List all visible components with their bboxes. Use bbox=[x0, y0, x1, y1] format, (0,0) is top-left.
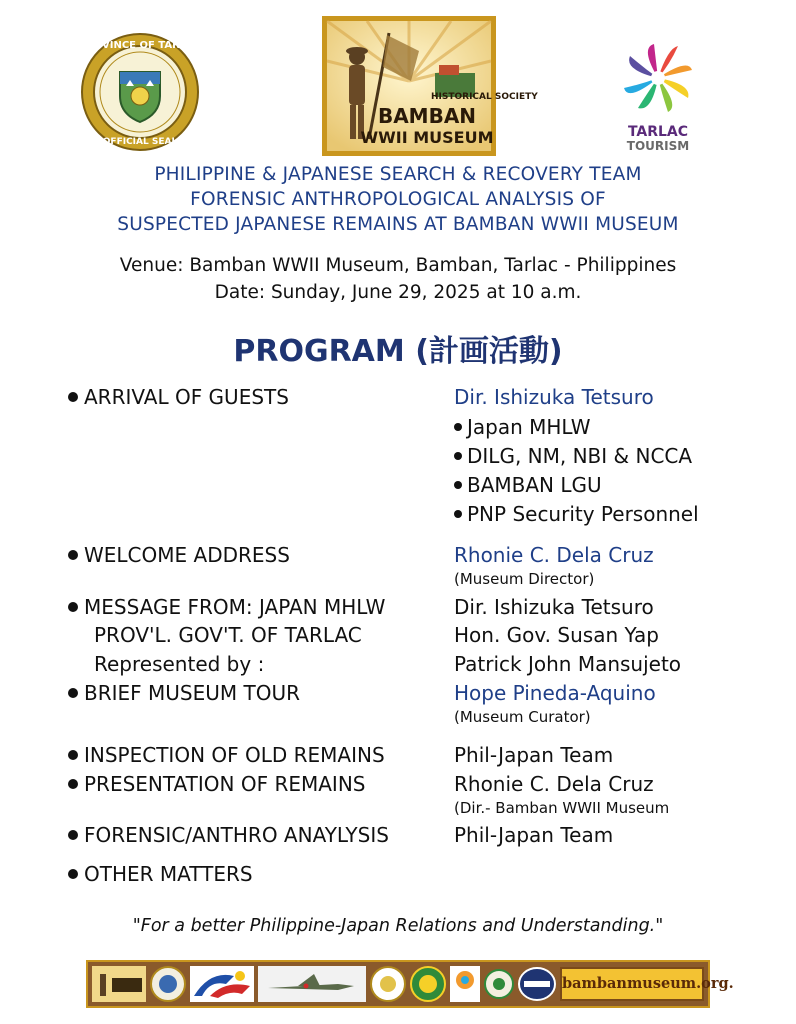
museum-logo-line1: HISTORICAL SOCIETY bbox=[431, 92, 538, 102]
program-item-message-line3: Represented by : bbox=[94, 652, 265, 676]
bullet-icon bbox=[68, 550, 78, 560]
bamban-wwii-museum-logo bbox=[322, 16, 538, 156]
arrival-lead: Dir. Ishizuka Tetsuro bbox=[454, 385, 654, 409]
province-of-tarlac-seal bbox=[80, 32, 200, 152]
museum-logo-graphic bbox=[327, 21, 538, 151]
program-item-label: ARRIVAL OF GUESTS bbox=[84, 385, 289, 409]
welcome-speaker-role: (Museum Director) bbox=[454, 570, 595, 588]
guest-label: PNP Security Personnel bbox=[467, 502, 699, 526]
program-item-inspection bbox=[68, 743, 385, 767]
venue-text: Venue: Bamban WWII Museum, Bamban, Tarlac - Philippines bbox=[119, 255, 677, 276]
slogan: "For a better Philippine-Japan Relations and Understanding." bbox=[132, 916, 664, 936]
guest-label: BAMBAN LGU bbox=[467, 473, 602, 497]
seal-text-top: PROVINCE OF TARLAC bbox=[78, 40, 202, 51]
program-item-presentation bbox=[68, 772, 365, 796]
municipal-seal-icon bbox=[410, 966, 446, 1002]
program-item-label: MESSAGE FROM: JAPAN MHLW bbox=[84, 595, 386, 619]
guest-item bbox=[454, 444, 692, 468]
program-item-label: INSPECTION OF OLD REMAINS bbox=[84, 743, 385, 767]
bullet-icon bbox=[68, 869, 78, 879]
program-item-label: PRESENTATION OF REMAINS bbox=[84, 772, 366, 796]
title-line-2: FORENSIC ANTHROPOLOGICAL ANALYSIS OF bbox=[190, 189, 606, 210]
tour-guide: Hope Pineda-Aquino bbox=[454, 681, 656, 705]
program-item-forensic bbox=[68, 823, 389, 847]
program-item-label: BRIEF MUSEUM TOUR bbox=[84, 681, 300, 705]
program-item-label: OTHER MATTERS bbox=[84, 862, 253, 886]
partner-logo-strip bbox=[86, 960, 734, 1008]
tarlac-tourism-logo bbox=[610, 36, 706, 156]
museum-website-link[interactable]: bambanmuseum.org. bbox=[560, 967, 704, 1001]
japanese-association-aircraft-icon bbox=[258, 966, 366, 1002]
program-heading: PROGRAM (計画活動) bbox=[233, 334, 563, 369]
title-line-3: SUSPECTED JAPANESE REMAINS AT BAMBAN WWII MUSEUM bbox=[117, 214, 679, 235]
tarlac-tourism-mini-icon bbox=[450, 966, 480, 1002]
bullet-icon bbox=[454, 452, 462, 460]
bamban-seal-icon bbox=[518, 966, 556, 1002]
guest-label: DILG, NM, NBI & NCCA bbox=[467, 444, 693, 468]
presentation-speaker: Rhonie C. Dela Cruz bbox=[454, 772, 654, 796]
presentation-speaker-role: (Dir.- Bamban WWII Museum bbox=[454, 799, 670, 817]
inspection-team: Phil-Japan Team bbox=[454, 743, 614, 767]
message-speaker-3: Patrick John Mansujeto bbox=[454, 652, 682, 676]
message-speaker-1: Dir. Ishizuka Tetsuro bbox=[454, 595, 654, 619]
program-item-tour bbox=[68, 681, 300, 705]
bullet-icon bbox=[68, 392, 78, 402]
museum-mini-logo-icon bbox=[92, 966, 146, 1002]
program-item-other bbox=[68, 862, 253, 886]
program-item-message-line2: PROV'L. GOV'T. OF TARLAC bbox=[94, 623, 362, 647]
title-line-1: PHILIPPINE & JAPANESE SEARCH & RECOVERY TEAM bbox=[154, 164, 642, 185]
bullet-icon bbox=[454, 510, 462, 518]
seal-text-bottom: OFFICIAL SEAL bbox=[102, 137, 178, 147]
guest-item bbox=[454, 415, 591, 439]
barangay-seal-icon bbox=[484, 966, 514, 1002]
program-item-arrival bbox=[68, 385, 289, 409]
bullet-icon bbox=[68, 602, 78, 612]
date-text: Date: Sunday, June 29, 2025 at 10 a.m. bbox=[214, 282, 582, 303]
tourism-line2: TOURISM bbox=[626, 139, 690, 153]
bullet-icon bbox=[68, 688, 78, 698]
agency-seal-icon bbox=[370, 966, 406, 1002]
bullet-icon bbox=[454, 423, 462, 431]
guest-item bbox=[454, 502, 699, 526]
national-seal-icon bbox=[150, 966, 186, 1002]
guest-item bbox=[454, 473, 602, 497]
bullet-icon bbox=[454, 481, 462, 489]
program-item-label: FORENSIC/ANTHRO ANAYLYSIS bbox=[84, 823, 389, 847]
program-item-label: WELCOME ADDRESS bbox=[84, 543, 290, 567]
philippine-flag-emblem-icon bbox=[190, 966, 254, 1002]
bullet-icon bbox=[68, 750, 78, 760]
forensic-team: Phil-Japan Team bbox=[454, 823, 614, 847]
bullet-icon bbox=[68, 830, 78, 840]
program-item-message bbox=[68, 595, 385, 619]
museum-logo-line2: BAMBAN bbox=[377, 104, 477, 128]
welcome-speaker: Rhonie C. Dela Cruz bbox=[454, 543, 654, 567]
bullet-icon bbox=[68, 779, 78, 789]
program-item-welcome bbox=[68, 543, 290, 567]
tourism-line1: TARLAC bbox=[627, 124, 689, 140]
guest-label: Japan MHLW bbox=[467, 415, 591, 439]
message-speaker-2: Hon. Gov. Susan Yap bbox=[454, 623, 659, 647]
tour-guide-role: (Museum Curator) bbox=[454, 708, 591, 726]
museum-logo-line3: WWII MUSEUM bbox=[360, 128, 494, 147]
